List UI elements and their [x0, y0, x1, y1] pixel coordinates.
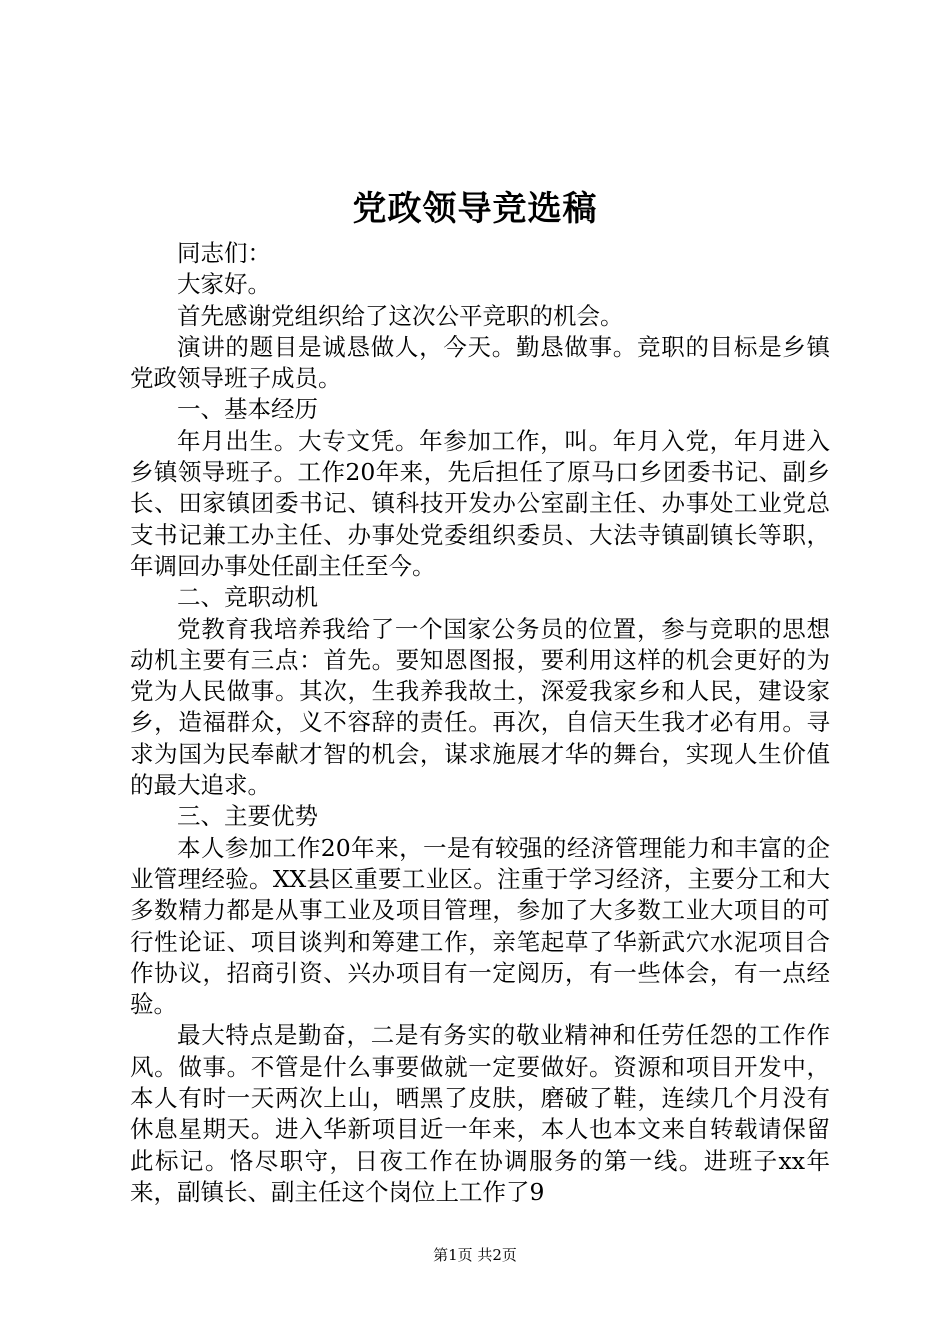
greeting: 大家好。 — [177, 270, 271, 299]
paragraph: 最大特点是勤奋，二是有务实的敬业精神和任劳任怨的工作作风。做事。不管是什么事要做就一定要做好。资源和项目开发中，本人有时一天两次上山，晒黑了皮肤，磨破了鞋，连续几个月没有休息星期天。进入华新项目近一年来，本人也本文来自转载请保留此标记。恪尽职守，日夜工作在协调服务的第一线。进班子xx年来，副镇长、副主任这个岗位上工作了9 — [130, 1021, 830, 1206]
paragraph: 党教育我培养我给了一个国家公务员的位置，参与竞职的思想动机主要有三点：首先。要知恩图报，要利用这样的机会更好的为党为人民做事。其次，生我养我故土，深爱我家乡和人民，建设家乡，造福群众，义不容辞的责任。再次，自信天生我才必有用。寻求为国为民奉献才智的机会，谋求施展才华的舞台，实现人生价值的最大追求。 — [130, 614, 830, 800]
page-footer: 第1页 共2页 — [433, 1246, 517, 1264]
paragraph: 演讲的题目是诚恳做人，今天。勤恳做事。竞职的目标是乡镇党政领导班子成员。 — [130, 332, 830, 393]
section-heading: 二、竞职动机 — [177, 583, 318, 612]
document-title: 党政领导竞选稿 — [352, 189, 598, 229]
section-heading: 一、基本经历 — [177, 395, 318, 424]
document-body — [130, 238, 830, 1208]
paragraph: 首先感谢党组织给了这次公平竞职的机会。 — [177, 301, 624, 330]
paragraph: 本人参加工作20年来，一是有较强的经济管理能力和丰富的企业管理经验。XX县区重要工业区。注重于学习经济，主要分工和大多数精力都是从事工业及项目管理，参加了大多数工业大项目的可行性论证、项目谈判和筹建工作，亲笔起草了华新武穴水泥项目合作协议，招商引资、兴办项目有一定阅历，有一些体会，有一点经验。 — [130, 833, 830, 1019]
paragraph: 年月出生。大专文凭。年参加工作，叫。年月入党，年月进入乡镇领导班子。工作20年来，先后担任了原马口乡团委书记、副乡长、田家镇团委书记、镇科技开发办公室副主任、办事处工业党总支书记兼工办主任、办事处党委组织委员、大法寺镇副镇长等职，年调回办事处任副主任至今。 — [130, 426, 830, 580]
section-heading: 三、主要优势 — [177, 802, 318, 831]
salutation: 同志们： — [177, 239, 271, 267]
